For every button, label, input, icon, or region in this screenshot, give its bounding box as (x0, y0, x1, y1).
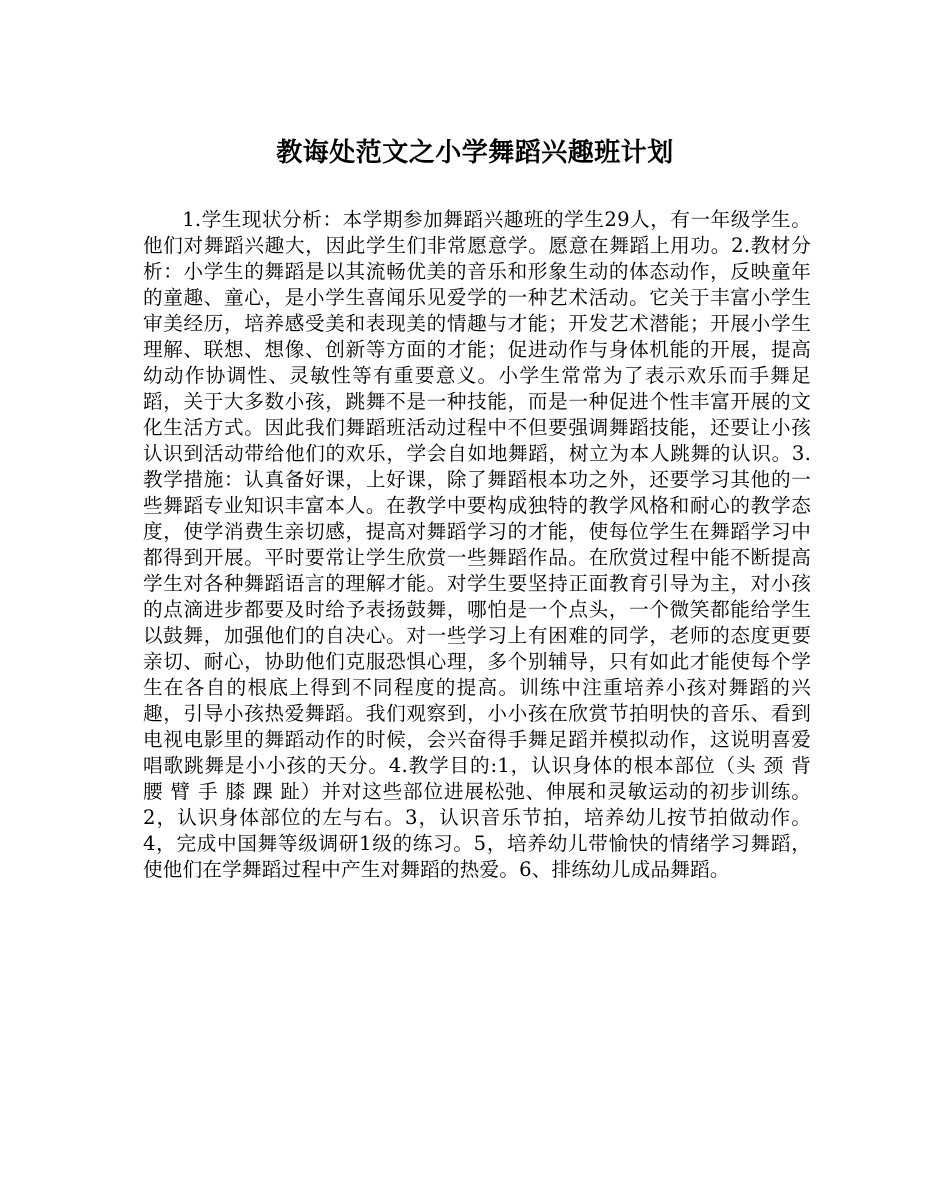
document-body-paragraph: 1.学生现状分析：本学期参加舞蹈兴趣班的学生29人，有一年级学生。他们对舞蹈兴趣大，因此学生们非常愿意学。愿意在舞蹈上用功。2.教材分析：小学生的舞蹈是以其流畅优美的音乐和形象生动的体态动作，反映童年的童趣、童心，是小学生喜闻乐见爱学的一种艺术活动。它关于丰富小学生审美经历，培养感受美和表现美的情趣与才能；开发艺术潜能；开展小学生理解、联想、想像、创新等方面的才能；促进动作与身体机能的开展，提高幼动作协调性、灵敏性等有重要意义。小学生常常为了表示欢乐而手舞足蹈，关于大多数小孩，跳舞不是一种技能，而是一种促进个性丰富开展的文化生活方式。因此我们舞蹈班活动过程中不但要强调舞蹈技能，还要让小孩认识到活动带给他们的欢乐，学会自如地舞蹈，树立为本人跳舞的认识。3.教学措施：认真备好课，上好课，除了舞蹈根本功之外，还要学习其他的一些舞蹈专业知识丰富本人。在教学中要构成独特的教学风格和耐心的教学态度，使学消费生亲切感，提高对舞蹈学习的才能，使每位学生在舞蹈学习中都得到开展。平时要常让学生欣赏一些舞蹈作品。在欣赏过程中能不断提高学生对各种舞蹈语言的理解才能。对学生要坚持正面教育引导为主，对小孩的点滴进步都要及时给予表扬鼓舞，哪怕是一个点头，一个微笑都能给学生以鼓舞，加强他们的自决心。对一些学习上有困难的同学，老师的态度更要亲切、耐心，协助他们克服恐惧心理，多个别辅导，只有如此才能使每个学生在各自的根底上得到不同程度的提高。训练中注重培养小孩对舞蹈的兴趣，引导小孩热爱舞蹈。我们观察到，小小孩在欣赏节拍明快的音乐、看到电视电影里的舞蹈动作的时候，会兴奋得手舞足蹈并模拟动作，这说明喜爱唱歌跳舞是小小孩的天分。4.教学目的:1，认识身体的根本部位（头 颈 背 腰 臂 手 膝 踝 趾）并对这些部位进展松弛、伸展和灵敏运动的初步训练。2，认识身体部位的左与右。3，认识音乐节拍，培养幼儿按节拍做动作。4，完成中国舞等级调研1级的练习。5，培养幼儿带愉快的情绪学习舞蹈，使他们在学舞蹈过程中产生对舞蹈的热爱。6、排练幼儿成品舞蹈。 (143, 208, 811, 881)
document-title: 教诲处范文之小学舞蹈兴趣班计划 (276, 138, 674, 168)
